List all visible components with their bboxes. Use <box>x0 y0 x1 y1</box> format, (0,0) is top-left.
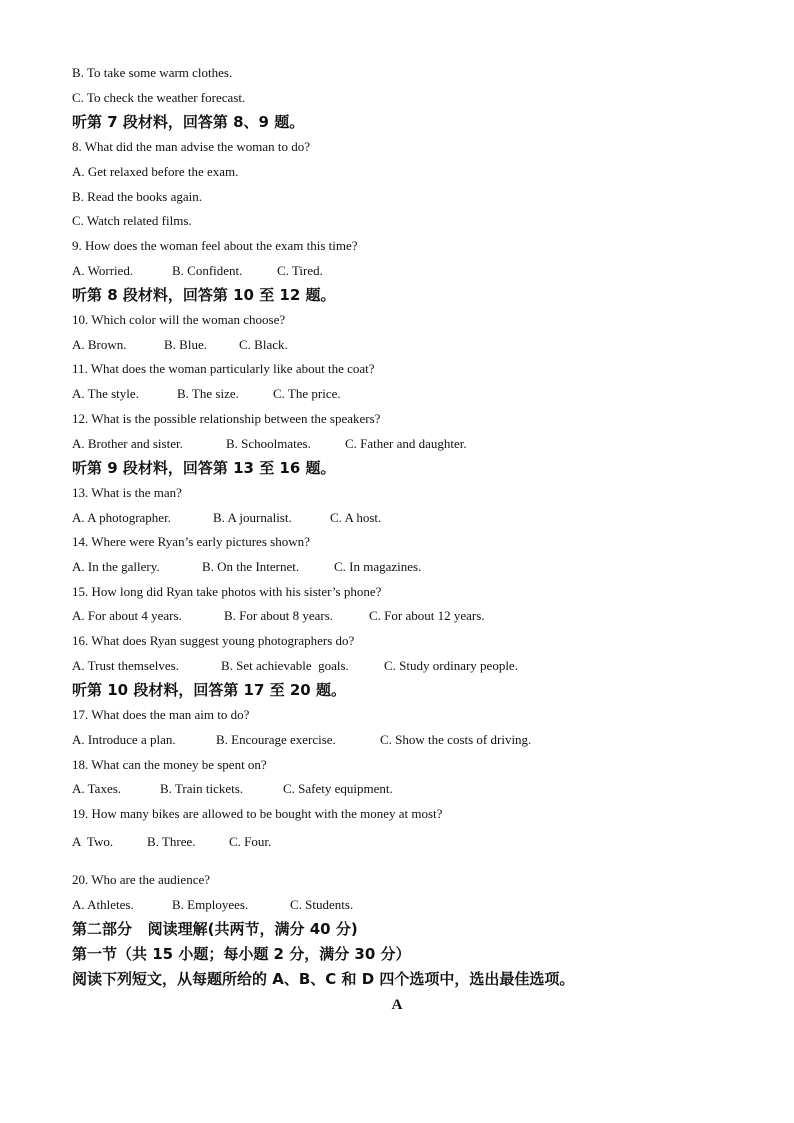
question-19-option-b: B. Three. <box>147 834 196 849</box>
question-14-option-b: B. On the Internet. <box>202 559 300 574</box>
section-heading-7: 听第 7 段材料，回答第 8、9 题。 <box>72 113 305 131</box>
section-heading-8: 听第 8 段材料，回答第 10 至 12 题。 <box>72 286 336 304</box>
question-12-option-b: B. Schoolmates. <box>226 436 311 451</box>
question-13-option-c: C. A host. <box>330 510 382 525</box>
question-15-option-b: B. For about 8 years. <box>224 608 334 623</box>
question-8-option-b: B. Read the books again. <box>72 189 202 204</box>
question-20-option-a: A. Athletes. <box>72 897 134 912</box>
question-8-option-c: C. Watch related films. <box>72 213 192 228</box>
part-two-heading: 第二部分 阅读理解(共两节，满分 40 分) <box>72 920 358 938</box>
question-17-option-b: B. Encourage exercise. <box>216 732 336 747</box>
question-10: 10. Which color will the woman choose? <box>72 312 286 327</box>
question-14-option-a: A. In the gallery. <box>72 559 160 574</box>
question-7-option-c: C. To check the weather forecast. <box>72 90 246 105</box>
question-8: 8. What did the man advise the woman to do? <box>72 139 311 154</box>
question-11-option-a: A. The style. <box>72 386 139 401</box>
question-20: 20. Who are the audience? <box>72 872 210 887</box>
question-20-option-b: B. Employees. <box>172 897 249 912</box>
question-20-option-c: C. Students. <box>290 897 354 912</box>
question-10-option-a: A. Brown. <box>72 337 127 352</box>
question-9: 9. How does the woman feel about the exam this time? <box>72 238 358 253</box>
question-16: 16. What does Ryan suggest young photographers do? <box>72 633 355 648</box>
question-9-option-b: B. Confident. <box>172 263 243 278</box>
question-17-option-c: C. Show the costs of driving. <box>380 732 532 747</box>
question-9-option-a: A. Worried. <box>72 263 134 278</box>
question-14-option-c: C. In magazines. <box>334 559 422 574</box>
question-11-option-b: B. The size. <box>177 386 239 401</box>
question-16-option-b: B. Set achievable goals. <box>221 658 349 673</box>
question-17-option-a: A. Introduce a plan. <box>72 732 176 747</box>
question-12-option-a: A. Brother and sister. <box>72 436 183 451</box>
question-7-option-b: B. To take some warm clothes. <box>72 65 233 80</box>
section-one-heading: 第一节（共 15 小题；每小题 2 分，满分 30 分） <box>72 945 411 963</box>
question-12-option-c: C. Father and daughter. <box>345 436 467 451</box>
question-13-option-b: B. A journalist. <box>213 510 292 525</box>
question-12: 12. What is the possible relationship between the speakers? <box>72 411 381 426</box>
passage-label: A <box>391 997 403 1013</box>
question-11: 11. What does the woman particularly like about the coat? <box>72 361 375 376</box>
question-9-option-c: C. Tired. <box>277 263 323 278</box>
reading-instructions: 阅读下列短文，从每题所给的 A、B、C 和 D 四个选项中，选出最佳选项。 <box>72 970 575 988</box>
question-18-option-c: C. Safety equipment. <box>283 781 393 796</box>
question-15-option-a: A. For about 4 years. <box>72 608 182 623</box>
question-19-option-c: C. Four. <box>229 834 272 849</box>
question-8-option-a: A. Get relaxed before the exam. <box>72 164 239 179</box>
question-17: 17. What does the man aim to do? <box>72 707 250 722</box>
question-11-option-c: C. The price. <box>273 386 341 401</box>
question-13: 13. What is the man? <box>72 485 182 500</box>
question-19: 19. How many bikes are allowed to be bought with the money at most? <box>72 806 443 821</box>
question-19-option-a: A Two. <box>72 834 114 849</box>
question-10-option-c: C. Black. <box>239 337 288 352</box>
question-16-option-c: C. Study ordinary people. <box>384 658 518 673</box>
section-heading-10: 听第 10 段材料，回答第 17 至 20 题。 <box>72 681 346 699</box>
question-13-option-a: A. A photographer. <box>72 510 171 525</box>
question-18-option-b: B. Train tickets. <box>160 781 244 796</box>
question-10-option-b: B. Blue. <box>164 337 207 352</box>
section-heading-9: 听第 9 段材料，回答第 13 至 16 题。 <box>72 459 336 477</box>
question-18: 18. What can the money be spent on? <box>72 757 267 772</box>
question-15-option-c: C. For about 12 years. <box>369 608 485 623</box>
question-14: 14. Where were Ryan’s early pictures shown? <box>72 534 310 549</box>
question-18-option-a: A. Taxes. <box>72 781 122 796</box>
question-15: 15. How long did Ryan take photos with his sister’s phone? <box>72 584 382 599</box>
question-16-option-a: A. Trust themselves. <box>72 658 179 673</box>
